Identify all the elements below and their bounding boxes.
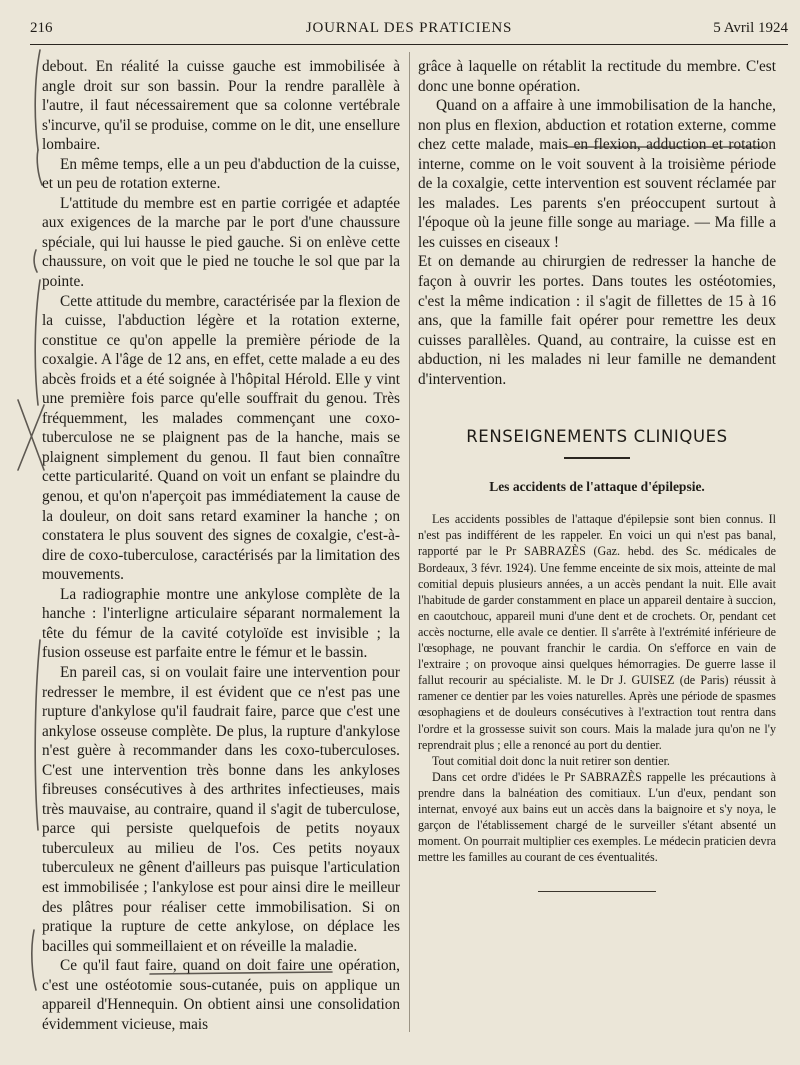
margin-bracket-mark [32, 930, 36, 990]
article-paragraph: Dans cet ordre d'idées le Pr SABRAZÈS rappelle les précautions à prendre dans la balnéation des comitiaux. L'un d'eux, pendant son internat, envoyé aux bains eut un accès dans la baignoire et s'y noya, le garçon de l'établissement chargé de le surveiller s'étant absenté un moment. On pourrait multiplier ces exemples. Le médecin praticien devra mettre les familles au courant de ces éventualités. [418, 769, 776, 865]
paragraph: Et on demande au chirurgien de redresser la hanche de façon à ouvrir les portes. Dans toutes les ostéotomies, c'est la même indication : il s'agit de fillettes de 15 à 16 ans, que la famille fait opérer pour remettre les deux cuisses parallèles. Quand, au contraire, la cuisse est en abduction, ni les malades ni leur famille ne demandent d'intervention. [418, 253, 776, 388]
paragraph: debout. En réalité la cuisse gauche est immobilisée à angle droit sur son bassin. Pour la rendre parallèle à l'autre, il faut nécessairement que sa colonne vertébrale s'incurve, qu'il se produise, comme on le dit, une ensellure lombaire. [42, 58, 400, 154]
paragraph: Ce qu'il faut faire, quand on doit faire une opération, c'est une ostéotomie sous-cutanée, puis on applique un appareil d'Hennequin. On obtient ainsi une consolidation évidemment vicieuse, mais [42, 957, 400, 1033]
paragraph: L'attitude du membre est en partie corrigée et adaptée aux exigences de la marche par le port d'une chaussure spéciale, qui lui hausse le pied gauche. Si on enlève cette chaussure, on voit que le pied ne touche le sol que par la pointe. [42, 194, 400, 291]
article-title: Les accidents de l'attaque d'épilepsie. [489, 479, 705, 495]
margin-cross-mark [18, 405, 44, 470]
journal-title: JOURNAL DES PRATICIENS [305, 20, 513, 36]
paragraph: Cette attitude du membre, caractérisée par la flexion de la cuisse, l'abduction légère et la rotation externe, constitue ce qu'on appelle la première période de la coxalgie. A l'âge de 12 ans, en effet, cette malade a eu des abcès froids et a été soignée à l'hôpital Hérold. Elle y vint une première fois parce qu'elle souffrait du genou. Très fréquemment, les malades commençant une coxo-tuberculose ne se plaignent pas de la hanche, mais se plaignent simplement du genou. Il faut bien connaître cette particularité. Quand on voit un enfant se plaindre du genou, et qu'on n'aperçoit pas immédiatement la cause de la douleur, on doit sans retard examiner la hanche ; on constatera le plus souvent des signes de coxalgie, c'est-à-dire de coxo-tuberculose, caractérisés par la limitation des mouvements. [42, 292, 400, 584]
issue-date: 5 Avril 1924 [713, 20, 788, 36]
article-paragraph: Les accidents possibles de l'attaque d'épilepsie sont bien connus. Il n'est pas indifférent de les rappeler. En voici un qui n'est pas banal, rapporté par le Pr SABRAZÈS (Gaz. hebd. des Sc. médicales de Bordeaux, 3 févr. 1924). Une femme enceinte de six mois, atteinte de mal comitial depuis plusieurs années, a un accès pendant la nuit. Elle avait l'habitude de garder constamment en place un appareil dentaire à succion, en caoutchouc, appareil muni d'une dent et de crochets. Or, pendant cet accès nocturne, elle avale ce dentier. Il s'arrête à l'extrémité inférieure de l'œsophage, ne pouvant franchir le cardia. On s'efforce en vain de l'extraire ; on provoque ainsi quelques hémorragies. De guerre lasse il fallut recourir au spécialiste. M. le Dr J. GUISEZ (de Paris) réussit à ramener ce dentier par les voies naturelles. Après une période de spasmes œsophagiens et de douleurs consécutives à l'extraction tout rentra dans l'ordre et la grossesse suivit son cours. Mais la malade jura qu'on ne l'y reprendrait plus ; elle a renoncé au port du dentier. [418, 512, 776, 752]
margin-bracket-mark [35, 50, 40, 150]
page-number: 216 [30, 20, 53, 36]
paragraph: En pareil cas, si on voulait faire une intervention pour redresser le membre, il est évident que ce n'est pas une rupture d'ankylose qu'il faudrait faire, parce que c'est une ankylose osseuse complète. De plus, la rupture d'ankylose n'est guère à recommander dans les coxo-tuberculoses. C'est une intervention très bonne dans les ankyloses fibreuses consécutives à des arthrites infectieuses, mais très mauvaise, au contraire, quand il s'agit de tuberculose, parce qui persiste quelquefois de petits noyaux tuberculeux au milieu de l'os. Ces petits noyaux tuberculeux ne gênent d'ailleurs pas puisque l'articulation est immobilisée ; l'ankylose est pour ainsi dire le meilleur des plâtres pour réaliser cette immobilisation. Si on pratique la rupture de cette ankylose, on déplace les bacilles qui sommeillaient et on réveille la maladie. [42, 663, 400, 955]
running-header [30, 18, 788, 44]
left-column [42, 57, 400, 1034]
paragraph: En même temps, elle a un peu d'abduction de la cuisse, et un peu de rotation externe. [42, 155, 400, 193]
article-paragraph: Tout comitial doit donc la nuit retirer son dentier. [432, 753, 670, 768]
margin-cross-mark [18, 400, 44, 470]
end-rule [538, 891, 656, 892]
paragraph: grâce à laquelle on rétablit la rectitude du membre. C'est donc une bonne opération. [418, 58, 776, 95]
margin-bracket-mark [34, 250, 37, 272]
column-divider [409, 52, 410, 1032]
right-column [418, 57, 776, 892]
margin-bracket-mark [35, 640, 40, 830]
header-rule [30, 44, 788, 45]
section-heading: RENSEIGNEMENTS CLINIQUES [466, 427, 728, 447]
section-rule [564, 457, 630, 459]
paragraph: La radiographie montre une ankylose complète de la hanche : l'interligne articulaire séparant normalement la tête du fémur de la cavité cotyloïde est invisible ; la fusion osseuse est parfaite entre le fémur et le bassin. [42, 585, 400, 662]
paragraph: Quand on a affaire à une immobilisation de la hanche, non plus en flexion, abduction et rotation externe, comme chez cette malade, mais en flexion, adduction et rotation interne, comme on le voit souvent à la troisième période de la coxalgie, cette intervention est souvent réclamée par les malades. Les parents s'en préoccupent surtout à l'époque où la jeune fille songe au mariage. — Ma fille a les cuisses en ciseaux ! [418, 97, 776, 251]
margin-bracket-mark [35, 280, 40, 405]
